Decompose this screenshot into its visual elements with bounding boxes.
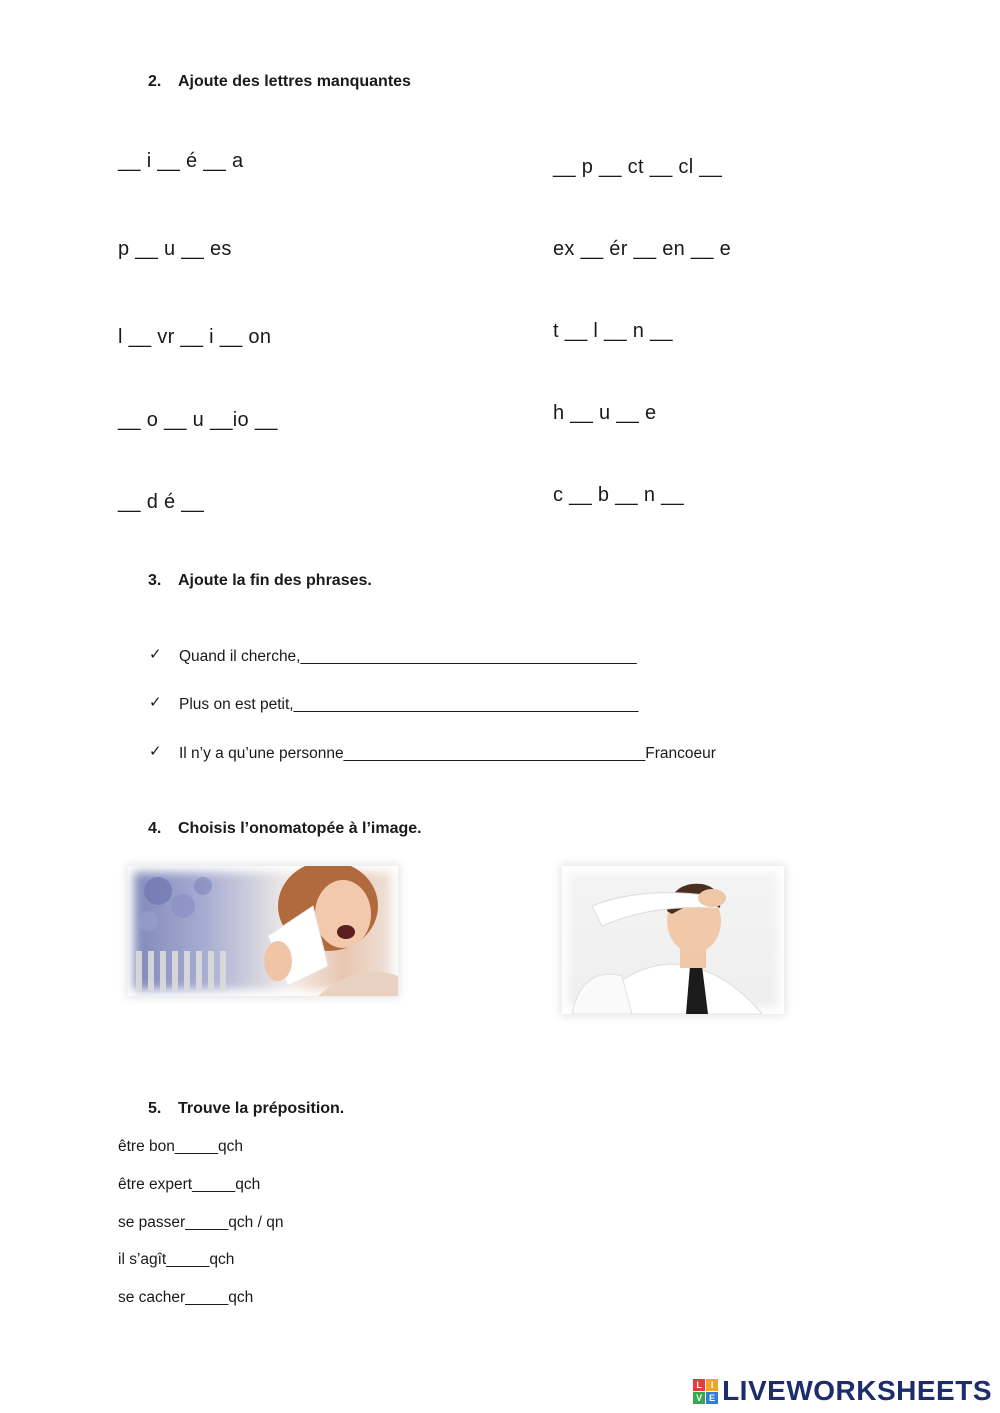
section-5-title: Trouve la préposition. <box>178 1100 345 1117</box>
logo-letter: I <box>706 1379 718 1391</box>
sentence-2: Plus on est petit,________________________________________ <box>179 696 639 713</box>
check-icon: ✓ <box>149 743 162 760</box>
missing-letters-word-right-3: t __ l __ n __ <box>553 320 673 342</box>
preposition-item-4: il s’agît_____qch <box>118 1251 235 1268</box>
section-2-number: 2. <box>148 73 162 90</box>
section-4-title: Choisis l’onomatopée à l’image. <box>178 820 422 837</box>
logo-text: LIVEWORKSHEETS <box>722 1375 992 1406</box>
preposition-item-5: se cacher_____qch <box>118 1289 254 1306</box>
missing-letters-word-left-1: __ i __ é __ a <box>118 150 244 172</box>
logo-letter: V <box>693 1392 705 1404</box>
preposition-item-3: se passer_____qch / qn <box>118 1214 284 1231</box>
missing-letters-word-right-1: __ p __ ct __ cl __ <box>553 156 723 178</box>
check-icon: ✓ <box>149 646 162 663</box>
missing-letters-word-left-3: l __ vr __ i __ on <box>118 326 272 348</box>
section-5-number: 5. <box>148 1100 162 1117</box>
section-2-title: Ajoute des lettres manquantes <box>178 73 411 90</box>
section-3-number: 3. <box>148 572 162 589</box>
logo-mark-icon <box>693 1379 718 1404</box>
check-icon: ✓ <box>149 694 162 711</box>
section-5-heading <box>148 1100 344 1118</box>
missing-letters-word-right-5: c __ b __ n __ <box>553 484 684 506</box>
missing-letters-word-left-2: p __ u __ es <box>118 238 232 260</box>
sentence-3: Il n’y a qu’une personne___________________________________Francoeur <box>179 745 716 762</box>
section-3-title: Ajoute la fin des phrases. <box>178 572 372 589</box>
section-2-heading <box>148 73 411 91</box>
section-4-heading <box>148 820 422 838</box>
section-3-heading <box>148 572 372 590</box>
missing-letters-word-left-5: __ d é __ <box>118 491 205 513</box>
missing-letters-word-right-4: h __ u __ e <box>553 402 657 424</box>
section-4-number: 4. <box>148 820 162 837</box>
missing-letters-word-left-4: __ o __ u __io __ <box>118 409 278 431</box>
tired-man-photo <box>562 866 784 1014</box>
missing-letters-word-right-2: ex __ ér __ en __ e <box>553 238 732 260</box>
logo-letter: E <box>706 1392 718 1404</box>
sneezing-woman-illustration <box>128 866 398 996</box>
liveworksheets-logo <box>693 1375 992 1407</box>
sentence-1: Quand il cherche,_______________________________________ <box>179 648 637 665</box>
sneezing-woman-photo <box>128 866 398 996</box>
preposition-item-2: être expert_____qch <box>118 1176 261 1193</box>
logo-letter: L <box>693 1379 705 1391</box>
preposition-item-1: être bon_____qch <box>118 1138 243 1155</box>
tired-man-illustration <box>562 866 784 1014</box>
